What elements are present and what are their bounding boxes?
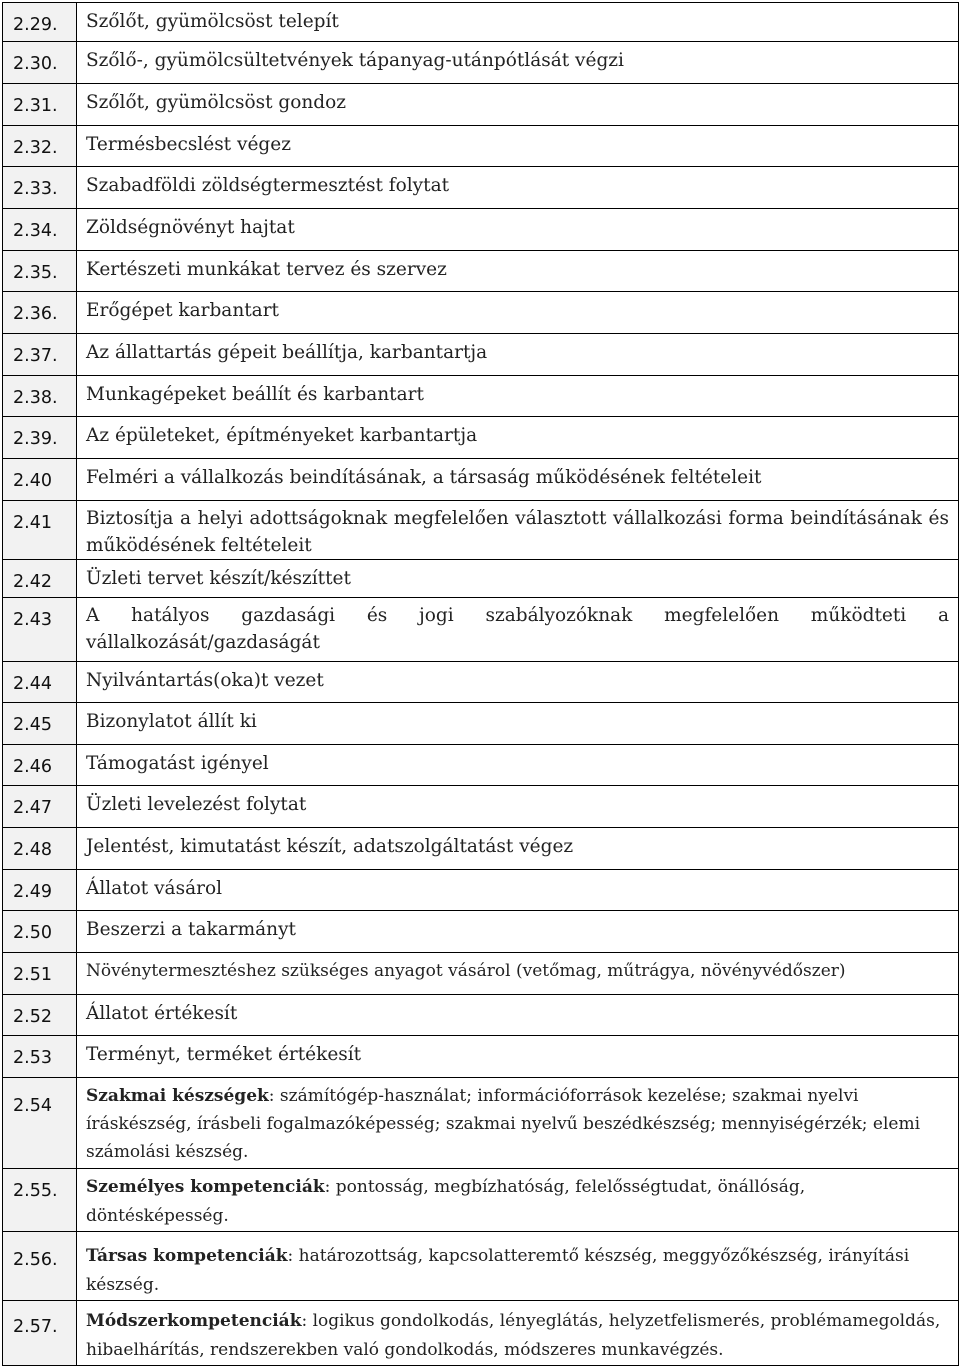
row-text	[77, 598, 959, 662]
row-text: Szőlőt, gyümölcsöst gondoz	[77, 84, 959, 126]
table-row	[3, 1078, 959, 1169]
table-row	[3, 251, 959, 292]
row-text: Bizonylatot állít ki	[77, 703, 959, 745]
row-text	[77, 1301, 959, 1366]
row-text: Üzleti tervet készít/készíttet	[77, 560, 959, 598]
row-text: Szőlő-, gyümölcsültetvények tápanyag-utánpótlását végzi	[77, 42, 959, 84]
row-number: 2.38.	[3, 376, 77, 417]
row-number: 2.43	[3, 598, 77, 662]
row-text: Biztosítja a helyi adottságoknak megfelelően választott vállalkozási forma beindításának és működésének feltételeit	[77, 501, 959, 560]
row-number: 2.37.	[3, 334, 77, 376]
row-text: Felméri a vállalkozás beindításának, a társaság működésének feltételeit	[77, 459, 959, 501]
table-row	[3, 911, 959, 953]
table-row	[3, 995, 959, 1036]
row-number: 2.51	[3, 953, 77, 995]
competency-table	[2, 2, 959, 1366]
row-number: 2.45	[3, 703, 77, 745]
row-number: 2.31.	[3, 84, 77, 126]
row-text: Nyilvántartás(oka)t vezet	[77, 662, 959, 703]
row-number: 2.57.	[3, 1301, 77, 1366]
table-row	[3, 828, 959, 870]
row-text: Az állattartás gépeit beállítja, karbantartja	[77, 334, 959, 376]
table-row	[3, 662, 959, 703]
row-text-line: A hatályos gazdasági és jogi szabályozóknak megfelelően működteti a	[86, 605, 949, 626]
row-number: 2.53	[3, 1036, 77, 1078]
table-row	[3, 953, 959, 995]
row-text	[77, 1232, 959, 1301]
row-text: Jelentést, kimutatást készít, adatszolgáltatást végez	[77, 828, 959, 870]
row-text: Szőlőt, gyümölcsöst telepít	[77, 3, 959, 42]
row-text: Az épületeket, építményeket karbantartja	[77, 417, 959, 459]
table-row	[3, 501, 959, 560]
row-number: 2.52	[3, 995, 77, 1036]
row-number: 2.49	[3, 870, 77, 911]
row-number: 2.32.	[3, 126, 77, 167]
row-number: 2.50	[3, 911, 77, 953]
table-row	[3, 703, 959, 745]
row-text: Támogatást igényel	[77, 745, 959, 786]
competency-label: Módszerkompetenciák	[86, 1311, 302, 1331]
table-row	[3, 786, 959, 828]
table-row	[3, 745, 959, 786]
table-row	[3, 1036, 959, 1078]
row-text: Terményt, terméket értékesít	[77, 1036, 959, 1078]
row-number: 2.42	[3, 560, 77, 598]
row-number: 2.33.	[3, 167, 77, 209]
row-number: 2.56.	[3, 1232, 77, 1301]
row-text	[77, 1078, 959, 1169]
competency-text: : pontosság, megbízhatóság, felelősségtudat, önállóság, döntésképesség.	[86, 1177, 806, 1226]
table-row	[3, 1301, 959, 1366]
table-row	[3, 209, 959, 251]
row-number: 2.29.	[3, 3, 77, 42]
table-row	[3, 870, 959, 911]
row-number: 2.41	[3, 501, 77, 560]
table-row	[3, 334, 959, 376]
row-text: Növénytermesztéshez szükséges anyagot vásárol (vetőmag, műtrágya, növényvédőszer)	[77, 953, 959, 995]
row-text-line: vállalkozását/gazdaságát	[86, 632, 320, 653]
table-row	[3, 1169, 959, 1232]
row-text: Üzleti levelezést folytat	[77, 786, 959, 828]
row-text: Kertészeti munkákat tervez és szervez	[77, 251, 959, 292]
table-row	[3, 84, 959, 126]
competency-label: Társas kompetenciák	[86, 1246, 288, 1266]
table-row	[3, 598, 959, 662]
row-number: 2.55.	[3, 1169, 77, 1232]
table-row	[3, 1232, 959, 1301]
row-number: 2.44	[3, 662, 77, 703]
row-number: 2.39.	[3, 417, 77, 459]
row-text	[77, 1169, 959, 1232]
row-text: Munkagépeket beállít és karbantart	[77, 376, 959, 417]
row-text: Zöldségnövényt hajtat	[77, 209, 959, 251]
row-number: 2.34.	[3, 209, 77, 251]
table-row	[3, 417, 959, 459]
row-number: 2.36.	[3, 292, 77, 334]
table-row	[3, 126, 959, 167]
row-number: 2.40	[3, 459, 77, 501]
row-text: Beszerzi a takarmányt	[77, 911, 959, 953]
row-number: 2.46	[3, 745, 77, 786]
competency-text: : határozottság, kapcsolatteremtő készség, meggyőzőkészség, irányítási készség.	[86, 1246, 910, 1295]
table-row	[3, 292, 959, 334]
competency-text: : logikus gondolkodás, lényeglátás, helyzetfelismerés, problémamegoldás, hibaelhárítás, rendszerekben való gondolkodás, módszeres munkavégzés.	[86, 1311, 941, 1360]
competency-label: Szakmai készségek	[86, 1086, 269, 1106]
row-number: 2.35.	[3, 251, 77, 292]
row-number: 2.30.	[3, 42, 77, 84]
competency-text: : számítógép-használat; információforrások kezelése; szakmai nyelvi íráskészség, írásbeli fogalmazóképesség; szakmai nyelvű beszédkészség; mennyiségérzék; elemi számolási készség.	[86, 1086, 921, 1162]
table-row	[3, 42, 959, 84]
row-text: Állatot vásárol	[77, 870, 959, 911]
table-row	[3, 376, 959, 417]
row-number: 2.54	[3, 1078, 77, 1169]
competency-label: Személyes kompetenciák	[86, 1177, 325, 1197]
row-text: Szabadföldi zöldségtermesztést folytat	[77, 167, 959, 209]
row-number: 2.47	[3, 786, 77, 828]
row-text: Termésbecslést végez	[77, 126, 959, 167]
row-number: 2.48	[3, 828, 77, 870]
row-text: Erőgépet karbantart	[77, 292, 959, 334]
table-row	[3, 560, 959, 598]
row-text: Állatot értékesít	[77, 995, 959, 1036]
table-row	[3, 167, 959, 209]
table-row	[3, 3, 959, 42]
table-row	[3, 459, 959, 501]
